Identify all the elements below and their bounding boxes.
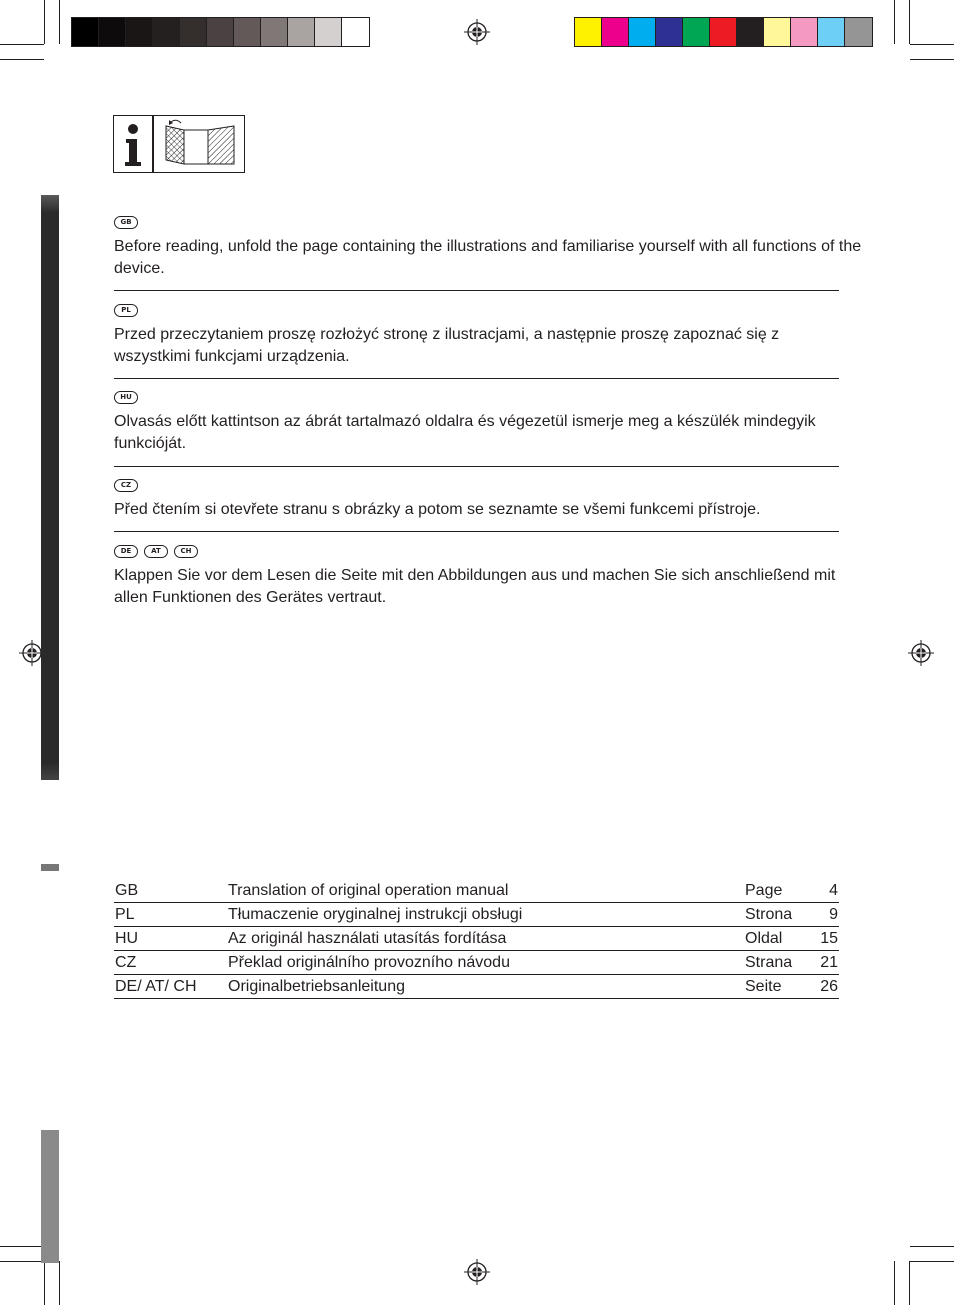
toc-page-number: 21 bbox=[820, 954, 838, 971]
toc-page-number: 4 bbox=[829, 882, 838, 899]
color-swatch bbox=[764, 18, 791, 46]
toc-row[interactable] bbox=[114, 879, 839, 903]
fold-out-page-icon bbox=[153, 115, 245, 173]
toc-row[interactable] bbox=[114, 975, 839, 999]
toc-title: Překlad originálního provozního návodu bbox=[228, 954, 510, 971]
registration-mark-icon bbox=[464, 1259, 490, 1285]
color-swatch bbox=[710, 18, 737, 46]
registration-mark-icon bbox=[908, 640, 934, 666]
toc-page-word: Page bbox=[745, 882, 783, 899]
notice-section-cz bbox=[114, 479, 866, 521]
toc-language: GB bbox=[115, 882, 139, 899]
notice-text: Před čtením si otevřete stranu s obrázky a potom se seznamte se všemi funkcemi přístroje. bbox=[114, 501, 761, 518]
language-badge: DE bbox=[114, 545, 138, 558]
divider bbox=[114, 378, 839, 379]
color-swatch bbox=[683, 18, 710, 46]
language-badge: CZ bbox=[114, 479, 138, 492]
color-swatch bbox=[315, 18, 342, 46]
fold-out-page-icon bbox=[154, 116, 244, 172]
color-swatch bbox=[575, 18, 602, 46]
toc-page-word: Strona bbox=[745, 906, 793, 923]
color-swatch bbox=[656, 18, 683, 46]
language-badge: CH bbox=[174, 545, 198, 558]
toc-title: Az originál használati utasítás fordítása bbox=[228, 930, 507, 947]
color-swatch bbox=[234, 18, 261, 46]
notice-text: Klappen Sie vor dem Lesen die Seite mit den Abbildungen aus und machen Sie sich anschließend mit allen Funktionen des Gerätes vertraut. bbox=[114, 567, 836, 606]
toc-row[interactable] bbox=[114, 927, 839, 951]
color-swatch bbox=[791, 18, 818, 46]
notice-text: Before reading, unfold the page containing the illustrations and familiarise yourself with all functions of the device. bbox=[114, 238, 862, 277]
registration-mark-icon bbox=[464, 19, 490, 45]
language-badges bbox=[114, 479, 866, 493]
toc-row[interactable] bbox=[114, 903, 839, 927]
info-icon bbox=[114, 116, 152, 172]
language-badges bbox=[114, 216, 866, 230]
toc-page-number: 26 bbox=[820, 978, 838, 995]
notice-section-gb bbox=[114, 216, 866, 280]
edge-strip bbox=[41, 1130, 59, 1263]
toc-language: HU bbox=[115, 930, 139, 947]
language-badge: GB bbox=[114, 216, 138, 229]
toc-language: PL bbox=[115, 906, 135, 923]
notice-text: Olvasás előtt kattintson az ábrát tartalmazó oldalra és végezetül ismerje meg a készülék mindegyik funkcióját. bbox=[114, 413, 816, 452]
color-swatch bbox=[153, 18, 180, 46]
divider bbox=[114, 466, 839, 467]
notice-text: Przed przeczytaniem proszę rozłożyć stronę z ilustracjami, a następnie proszę zapoznać się z wszystkimi funkcjami urządzenia. bbox=[114, 326, 780, 365]
color-swatch bbox=[342, 18, 369, 46]
toc-title: Translation of original operation manual bbox=[228, 882, 509, 899]
language-badges bbox=[114, 545, 844, 559]
color-swatch bbox=[818, 18, 845, 46]
table-of-contents bbox=[114, 879, 839, 999]
color-swatch bbox=[180, 18, 207, 46]
toc-page-word: Oldal bbox=[745, 930, 783, 947]
language-badge: HU bbox=[114, 391, 138, 404]
process-color-bar bbox=[574, 17, 873, 47]
notice-section-hu bbox=[114, 391, 859, 455]
color-swatch bbox=[845, 18, 872, 46]
edge-strip bbox=[41, 864, 59, 871]
color-swatch bbox=[72, 18, 99, 46]
color-swatch bbox=[288, 18, 315, 46]
language-badge: AT bbox=[144, 545, 168, 558]
language-badge: PL bbox=[114, 304, 138, 317]
info-icon bbox=[113, 115, 153, 173]
color-swatch bbox=[207, 18, 234, 46]
color-swatch bbox=[99, 18, 126, 46]
toc-row[interactable] bbox=[114, 951, 839, 975]
notice-section-de-at-ch bbox=[114, 545, 844, 609]
divider bbox=[114, 290, 839, 291]
grayscale-color-bar bbox=[71, 17, 370, 47]
toc-title: Tłumaczenie oryginalnej instrukcji obsługi bbox=[228, 906, 523, 923]
toc-title: Originalbetriebsanleitung bbox=[228, 978, 405, 995]
color-swatch bbox=[602, 18, 629, 46]
divider bbox=[114, 531, 839, 532]
toc-language: DE/ AT/ CH bbox=[115, 978, 197, 995]
language-badges bbox=[114, 391, 859, 405]
toc-page-number: 15 bbox=[820, 930, 838, 947]
color-swatch bbox=[629, 18, 656, 46]
toc-page-word: Strana bbox=[745, 954, 793, 971]
language-badges bbox=[114, 304, 804, 318]
notice-section-pl bbox=[114, 304, 804, 368]
edge-strip bbox=[41, 195, 59, 780]
color-swatch bbox=[737, 18, 764, 46]
color-swatch bbox=[261, 18, 288, 46]
toc-language: CZ bbox=[115, 954, 137, 971]
color-swatch bbox=[126, 18, 153, 46]
toc-page-number: 9 bbox=[829, 906, 838, 923]
toc-page-word: Seite bbox=[745, 978, 782, 995]
